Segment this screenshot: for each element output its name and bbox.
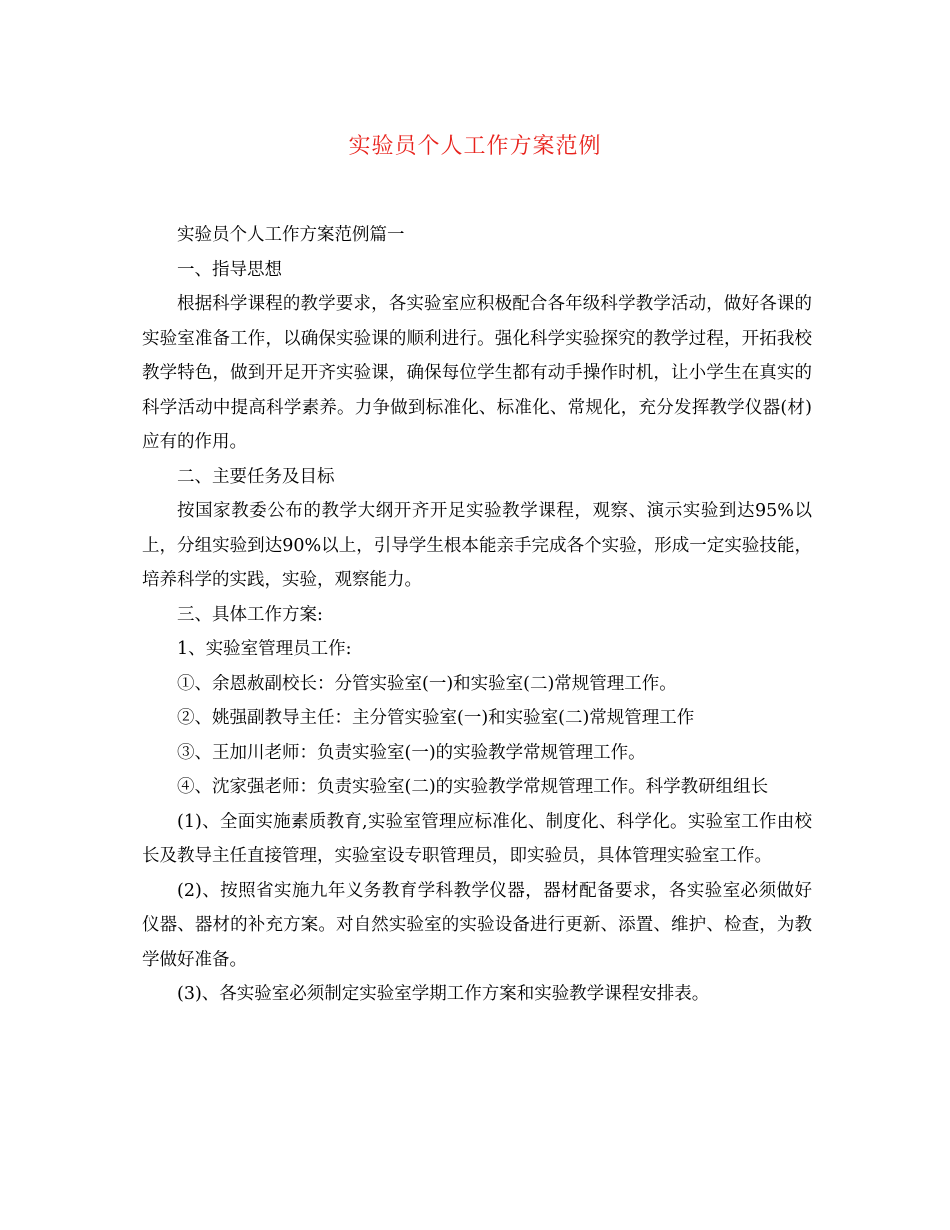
heading-guiding-ideology: 一、指导思想	[177, 259, 282, 280]
paragraph-item-2: (2)、按照省实施九年义务教育学科教学仪器，器材配备要求，各实验室必须做好仪器、器材的补充方案。对自然实验室的实验设备进行更新、添置、维护、检查，为教学做好准备。	[142, 880, 812, 970]
document-body	[142, 218, 812, 1012]
section-heading-part-one: 实验员个人工作方案范例篇一	[177, 225, 405, 245]
heading-specific-plan: 三、具体工作方案:	[177, 604, 323, 625]
paragraph-main-tasks: 按国家教委公布的教学大纲开齐开足实验教学课程，观察、演示实验到达95%以上，分组实验到达90%以上，引导学生根本能亲手完成各个实验，形成一定实验技能，培养科学的实践，实验，观察能力。	[142, 501, 812, 590]
list-item-teacher-wang: ③、王加川老师：负责实验室(一)的实验教学常规管理工作。	[177, 742, 646, 763]
list-item-vice-director: ②、姚强副教导主任：主分管实验室(一)和实验室(二)常规管理工作	[177, 708, 695, 728]
subheading-lab-manager-work: 1、实验室管理员工作:	[177, 639, 352, 659]
document-title: 实验员个人工作方案范例	[348, 134, 602, 159]
list-item-teacher-shen: ④、沈家强老师：负责实验室(二)的实验教学常规管理工作。科学教研组组长	[177, 777, 769, 797]
paragraph-guiding-ideology: 根据科学课程的教学要求，各实验室应积极配合各年级科学教学活动，做好各课的实验室准备工作，以确保实验课的顺利进行。强化科学实验探究的教学过程，开拓我校教学特色，做到开足开齐实验课，确保每位学生都有动手操作时机，让小学生在真实的科学活动中提高科学素养。力争做到标准化、标准化、常规化，充分发挥教学仪器(材)应有的作用。	[142, 294, 812, 452]
paragraph-item-1: (1)、全面实施素质教育,实验室管理应标准化、制度化、科学化。实验室工作由校长及教导主任直接管理，实验室设专职管理员，即实验员，具体管理实验室工作。	[142, 811, 812, 866]
paragraph-item-3: (3)、各实验室必须制定实验室学期工作方案和实验教学课程安排表。	[177, 984, 710, 1004]
heading-main-tasks: 二、主要任务及目标	[177, 466, 335, 487]
list-item-vice-principal: ①、余恩赦副校长：分管实验室(一)和实验室(二)常规管理工作。	[177, 673, 677, 694]
